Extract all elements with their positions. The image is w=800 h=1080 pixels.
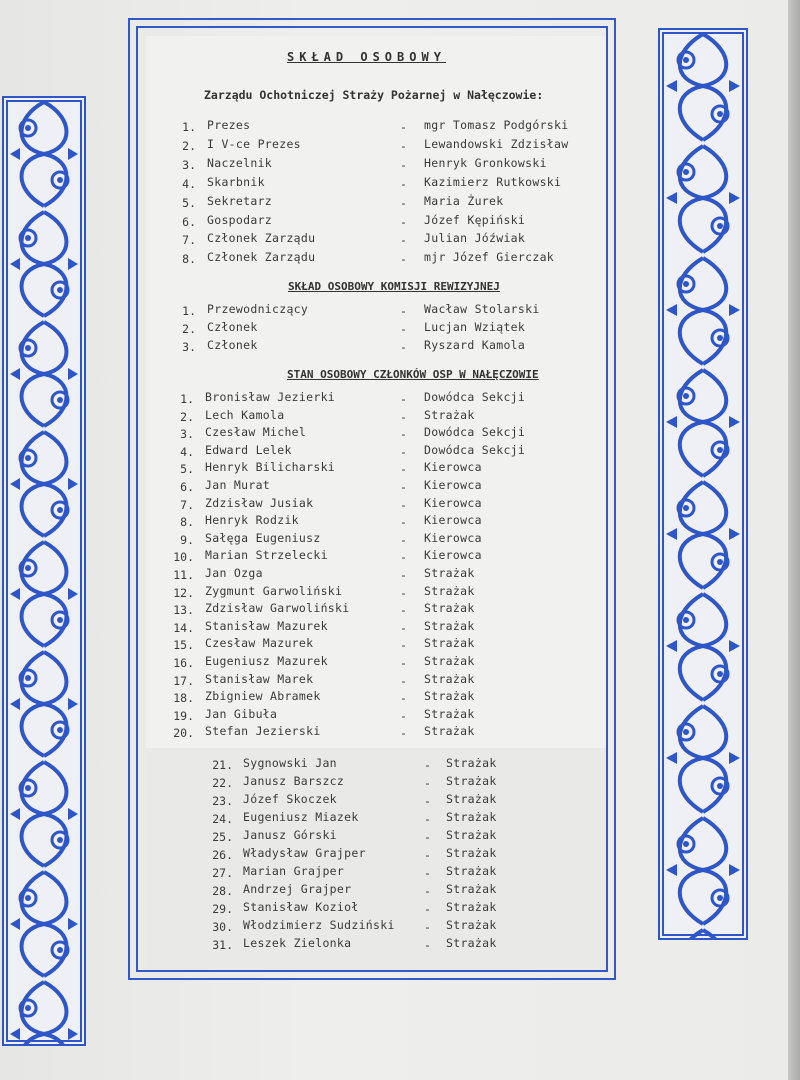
item-number: 20. [173,726,194,741]
item-number: 6. [182,214,196,229]
item-name: Bronisław Jezierki [205,390,336,404]
item-role: Naczelnik [207,155,273,170]
item-role: Przewodniczący [207,302,309,316]
item-dash: - [424,938,431,952]
item-dash: - [400,550,407,565]
audit-heading: SKŁAD OSOBOWY KOMISJI REWIZYJNEJ [288,280,500,293]
item-dash: - [400,708,407,723]
item-number: 3. [182,157,196,172]
item-role: Strażak [424,706,475,721]
left-ornament-pattern [4,98,84,1044]
item-role: Strażak [424,583,475,598]
item-dash: - [400,427,407,442]
item-number: 10. [173,550,194,565]
item-name: Zbigniew Abramek [205,689,321,704]
item-role: Kierowca [424,530,482,545]
item-role: Kierowca [424,548,482,563]
item-role: Kierowca [424,513,482,528]
item-dash: - [424,866,431,880]
item-dash: - [424,812,431,826]
item-name: Zdzisław Garwoliński [205,601,350,616]
item-dash: - [400,620,407,635]
item-name: Zygmunt Garwoliński [205,583,343,598]
item-dash: - [400,673,407,688]
item-role: Strażak [424,566,475,580]
item-name: Andrzej Grajper [243,882,352,896]
item-number: 13. [173,603,194,618]
item-name: Zdzisław Jusiak [205,495,314,510]
item-name: Stanisław Marek [205,671,314,686]
item-name: Wacław Stolarski [424,302,540,316]
item-number: 31. [212,938,233,952]
item-name: Czesław Mazurek [205,636,314,651]
item-number: 30. [212,920,233,934]
item-dash: - [400,304,407,318]
item-number: 9. [180,532,194,547]
item-role: Strażak [446,864,497,878]
item-number: 2. [180,409,194,424]
item-name: Włodzimierz Sudziński [243,918,395,932]
item-number: 28. [212,884,233,898]
item-name: Sygnowski Jan [243,756,337,770]
item-role: Członek [207,320,258,334]
document-title: SKŁAD OSOBOWY [287,50,446,64]
item-dash: - [400,120,407,134]
item-role: Strażak [424,601,475,616]
item-role: Kierowca [424,460,482,475]
item-number: 24. [212,812,233,826]
item-dash: - [400,157,407,172]
item-number: 3. [180,427,194,442]
item-number: 1. [180,392,194,406]
item-name: Stanisław Mazurek [205,618,328,633]
item-dash: - [400,568,407,582]
document-subtitle: Zarządu Ochotniczej Straży Pożarnej w Nałęczowie: [204,88,544,102]
item-number: 17. [173,673,194,688]
item-role: Strażak [446,810,497,824]
item-number: 11. [173,568,194,582]
item-name: Maria Żurek [424,193,504,208]
item-dash: - [400,233,407,248]
item-role: Strażak [446,792,497,806]
right-ornament-pattern [660,30,746,938]
item-name: Sałęga Eugeniusz [205,530,321,545]
item-name: Lewandowski Zdzisław [424,136,569,151]
item-role: Członek Zarządu [207,231,316,246]
item-name: Marian Grajper [243,864,345,878]
item-role: Strażak [424,636,475,651]
item-number: 21. [212,758,233,772]
item-role: Dowódca Sekcji [424,442,526,457]
item-name: Julian Jóźwiak [424,231,526,246]
item-dash: - [424,794,431,808]
item-dash: - [400,409,407,424]
item-name: Janusz Barszcz [243,774,345,788]
item-dash: - [400,638,407,653]
item-number: 6. [180,480,194,494]
item-number: 12. [173,585,194,600]
item-name: Lech Kamola [205,407,285,422]
item-dash: - [400,444,407,459]
item-role: Strażak [424,724,475,739]
item-dash: - [424,758,431,772]
item-role: Strażak [424,671,475,686]
item-dash: - [400,252,407,267]
item-dash: - [400,726,407,741]
item-role: Sekretarz [207,193,273,208]
item-dash: - [400,603,407,618]
right-ornament-border [658,28,748,940]
item-number: 8. [180,515,194,530]
item-role: Kierowca [424,495,482,510]
item-number: 25. [212,830,233,844]
item-role: Strażak [446,774,497,788]
item-number: 15. [173,638,194,653]
item-role: Strażak [446,756,497,770]
item-dash: - [424,776,431,790]
item-dash: - [400,480,407,494]
item-name: Ryszard Kamola [424,338,526,352]
item-number: 26. [212,848,233,862]
item-number: 16. [173,656,194,670]
item-dash: - [400,691,407,706]
item-role: Strażak [446,882,497,896]
item-name: Jan Murat [205,478,271,492]
item-role: Strażak [424,618,475,633]
left-ornament-border [2,96,86,1046]
item-number: 23. [212,794,233,808]
item-number: 5. [180,462,194,477]
item-dash: - [424,830,431,844]
item-dash: - [400,214,407,229]
item-name: Eugeniusz Miazek [243,810,359,824]
item-number: 14. [173,620,194,635]
item-name: Czesław Michel [205,425,307,440]
item-name: Janusz Górski [243,828,337,842]
item-name: Marian Strzelecki [205,548,328,563]
item-dash: - [424,848,431,862]
item-role: Strażak [446,828,497,842]
item-role: Strażak [446,936,497,950]
item-dash: - [400,532,407,547]
item-role: Strażak [446,900,497,914]
item-dash: - [424,920,431,934]
item-number: 7. [182,233,196,248]
item-name: Leszek Zielonka [243,936,352,950]
item-name: Stanisław Kozioł [243,900,359,914]
item-name: Józef Kępiński [424,212,526,227]
item-name: Henryk Gronkowski [424,155,547,170]
item-dash: - [400,138,407,153]
item-number: 7. [180,497,194,512]
item-role: Członek Zarządu [207,250,316,265]
item-role: Dowódca Sekcji [424,425,526,440]
item-name: mjr Józef Gierczak [424,250,555,265]
item-dash: - [424,884,431,898]
item-name: Kazimierz Rutkowski [424,174,562,189]
item-name: Henryk Rodzik [205,513,299,528]
item-dash: - [400,585,407,600]
item-dash: - [400,195,407,210]
binder-spine [788,0,800,1080]
item-role: Strażak [446,918,497,932]
item-number: 27. [212,866,233,880]
item-number: 1. [182,304,196,318]
item-dash: - [400,497,407,512]
members-heading: STAN OSOBOWY CZŁONKÓW OSP W NAŁĘCZOWIE [287,368,539,381]
item-name: Edward Lelek [205,442,292,457]
item-dash: - [400,515,407,530]
item-name: Jan Ozga [205,566,263,580]
item-role: I V-ce Prezes [207,136,301,151]
item-number: 3. [182,340,196,354]
item-dash: - [400,392,407,406]
item-role: Kierowca [424,478,482,492]
item-role: Członek [207,338,258,352]
item-dash: - [400,462,407,477]
item-role: Strażak [446,846,497,860]
item-role: Prezes [207,118,251,132]
item-name: Lucjan Wziątek [424,320,526,334]
item-role: Strażak [424,654,475,668]
item-name: Jan Gibuła [205,706,278,721]
item-dash: - [400,322,407,336]
item-number: 19. [173,708,194,723]
item-name: Eugeniusz Mazurek [205,654,328,668]
item-role: Skarbnik [207,174,265,189]
item-name: Józef Skoczek [243,792,337,806]
item-name: Władysław Grajper [243,846,366,860]
item-dash: - [400,656,407,670]
item-dash: - [424,902,431,916]
item-role: Strażak [424,407,475,422]
item-name: Stefan Jezierski [205,724,321,739]
item-name: mgr Tomasz Podgórski [424,118,569,132]
item-number: 2. [182,138,196,153]
item-name: Henryk Bilicharski [205,460,336,475]
item-number: 4. [180,444,194,459]
item-number: 18. [173,691,194,706]
item-number: 8. [182,252,196,267]
item-role: Dowódca Sekcji [424,390,526,404]
item-role: Strażak [424,689,475,704]
item-dash: - [400,340,407,354]
item-number: 22. [212,776,233,790]
item-number: 4. [182,176,196,191]
item-number: 5. [182,195,196,210]
item-number: 2. [182,322,196,336]
item-number: 1. [182,120,196,134]
item-role: Gospodarz [207,212,273,227]
item-dash: - [400,176,407,191]
item-number: 29. [212,902,233,916]
